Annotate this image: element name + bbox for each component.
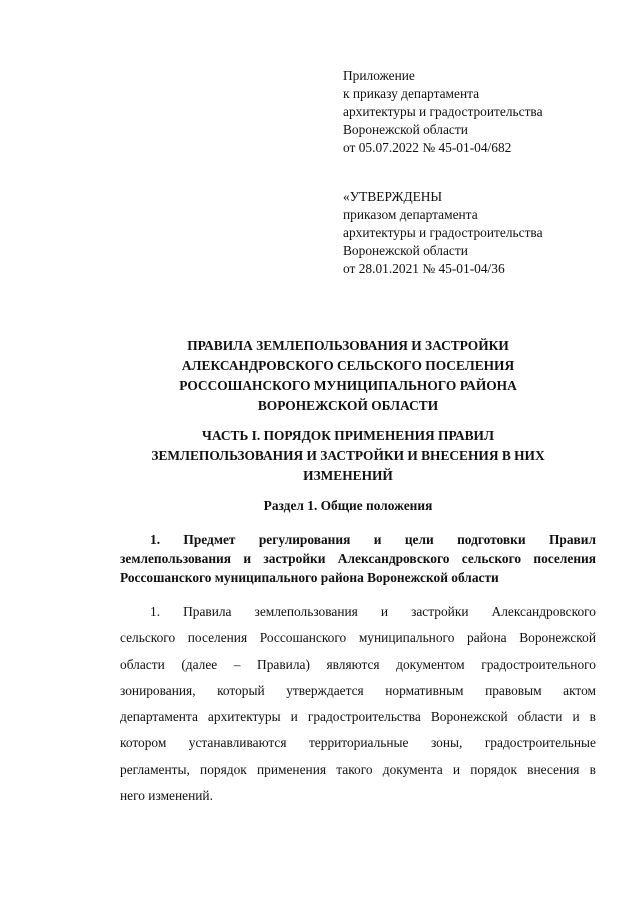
part-title-line: ЗЕМЛЕПОЛЬЗОВАНИЯ И ЗАСТРОЙКИ И ВНЕСЕНИЯ В НИХ — [151, 448, 545, 463]
title-line: АЛЕКСАНДРОВСКОГО СЕЛЬСКОГО ПОСЕЛЕНИЯ — [181, 358, 515, 373]
paragraph-line: регламенты, порядок применения такого документа и порядок внесения в — [120, 761, 596, 777]
document-title — [100, 336, 596, 416]
part-title-line: ИЗМЕНЕНИЙ — [303, 468, 393, 483]
paragraph-line: 1. Правила землепользования и застройки Александровского — [150, 604, 596, 619]
appendix-current-order — [343, 67, 623, 157]
part-title — [100, 426, 596, 486]
appendix-line: от 05.07.2022 № 45-01-04/682 — [343, 140, 512, 155]
article-title-line: землепользования и застройки Александровского сельского поселения — [120, 551, 596, 566]
appendix-line: к приказу департамента — [343, 86, 480, 101]
appendix-line: Приложение — [343, 68, 415, 83]
article-title-line: Россошанского муниципального района Воронежской области — [120, 570, 499, 585]
approval-line: приказом департамента — [343, 207, 478, 222]
paragraph-line: котором устанавливаются территориальные зоны, градостроительные — [120, 735, 596, 751]
appendix-line: архитектуры и градостроительства — [343, 104, 543, 119]
title-line: ВОРОНЕЖСКОЙ ОБЛАСТИ — [257, 398, 439, 413]
article-title-line: 1. Предмет регулирования и цели подготовки Правил — [150, 532, 596, 547]
appendix-line: Воронежской области — [343, 122, 468, 137]
article-title — [120, 530, 596, 587]
section-title: Раздел 1. Общие положения — [263, 498, 433, 513]
approval-line: архитектуры и градостроительства — [343, 225, 543, 240]
paragraph-line: зонирования, который утверждается нормативным правовым актом — [120, 682, 596, 698]
title-line: ПРАВИЛА ЗЕМЛЕПОЛЬЗОВАНИЯ И ЗАСТРОЙКИ — [187, 338, 509, 353]
title-line: РОССОШАНСКОГО МУНИЦИПАЛЬНОГО РАЙОНА — [179, 378, 517, 393]
approval-line: «УТВЕРЖДЕНЫ — [343, 189, 443, 204]
paragraph-line: сельского поселения Россошанского муниципального района Воронежской — [120, 630, 596, 646]
paragraph-line: него изменений. — [120, 788, 213, 804]
approval-line: от 28.01.2021 № 45-01-04/36 — [343, 261, 505, 276]
paragraph-line: департамента архитектуры и градостроительства Воронежской области и в — [120, 709, 596, 725]
appendix-original-approval — [343, 188, 623, 278]
paragraph-1 — [120, 599, 596, 809]
paragraph-line: области (далее – Правила) являются документом градостроительного — [120, 656, 596, 672]
approval-line: Воронежской области — [343, 243, 468, 258]
part-title-line: ЧАСТЬ I. ПОРЯДОК ПРИМЕНЕНИЯ ПРАВИЛ — [202, 428, 494, 443]
